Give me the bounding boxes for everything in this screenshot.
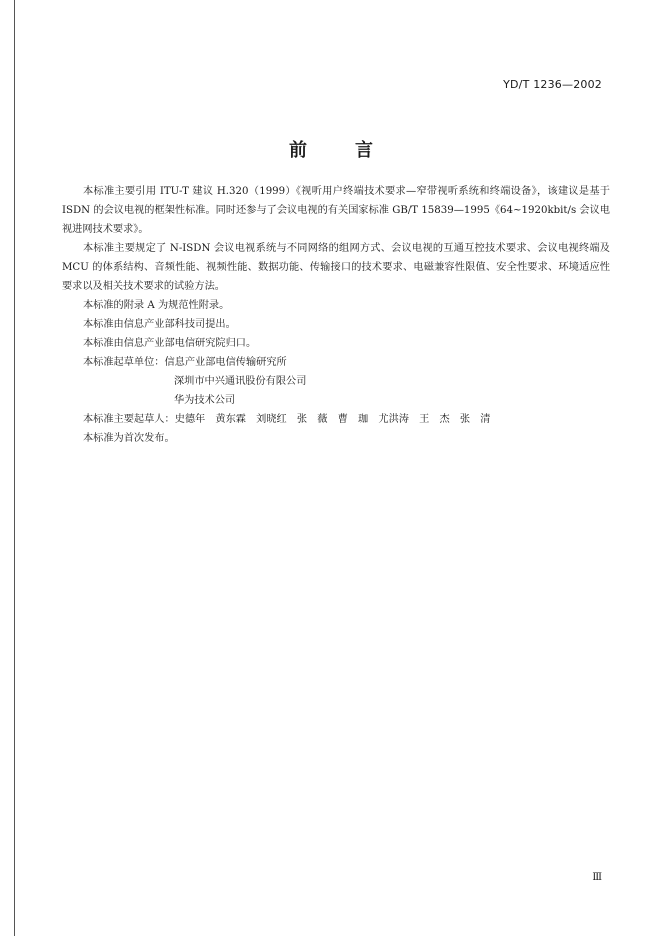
paragraph-centralized: 本标准由信息产业部电信研究院归口。	[83, 338, 257, 349]
paragraph-annex: 本标准的附录 A 为规范性附录。	[83, 300, 230, 311]
page-title: 前言	[289, 140, 421, 161]
paragraph-proposer: 本标准由信息产业部科技司提出。	[83, 319, 236, 330]
page-number: Ⅲ	[592, 872, 602, 883]
paragraph-scope: 本标准主要规定了 N-ISDN 会议电视系统与不同网络的组网方式、会议电视的互通互控技术要求、会议电视终端及 MCU 的体系结构、音频性能、视频性能、数据功能、传输接口的技术要求、电磁兼容性限值、安全性要求、环境适应性要求以及相关技术要求的试验方法。	[62, 243, 610, 292]
paragraph-references: 本标准主要引用 ITU-T 建议 H.320（1999）《视听用户终端技术要求—窄带视听系统和终端设备》，该建议是基于 ISDN 的会议电视的框架性标准。同时还参与了会议电视的有关国家标准 GB/T 15839—1995《64~1920kbit/s 会议电视进网技术要求》。	[62, 186, 610, 235]
drafting-units-line	[62, 353, 610, 372]
drafters-names: 史德年 黄东霖 刘晓红 张 薇 曹 珈 尤洪涛 王 杰 张 清	[174, 414, 491, 425]
drafters-line	[62, 410, 610, 429]
standard-number: YD/T 1236—2002	[503, 78, 602, 91]
document-body	[62, 182, 610, 448]
paragraph-first-release: 本标准为首次发布。	[83, 433, 175, 444]
drafting-unit: 信息产业部电信传输研究所	[164, 357, 287, 368]
drafting-units-label: 本标准起草单位：	[83, 357, 165, 368]
drafting-unit: 深圳市中兴通讯股份有限公司	[174, 376, 307, 387]
drafting-unit: 华为技术公司	[174, 395, 236, 406]
drafters-label: 本标准主要起草人：	[83, 414, 175, 425]
